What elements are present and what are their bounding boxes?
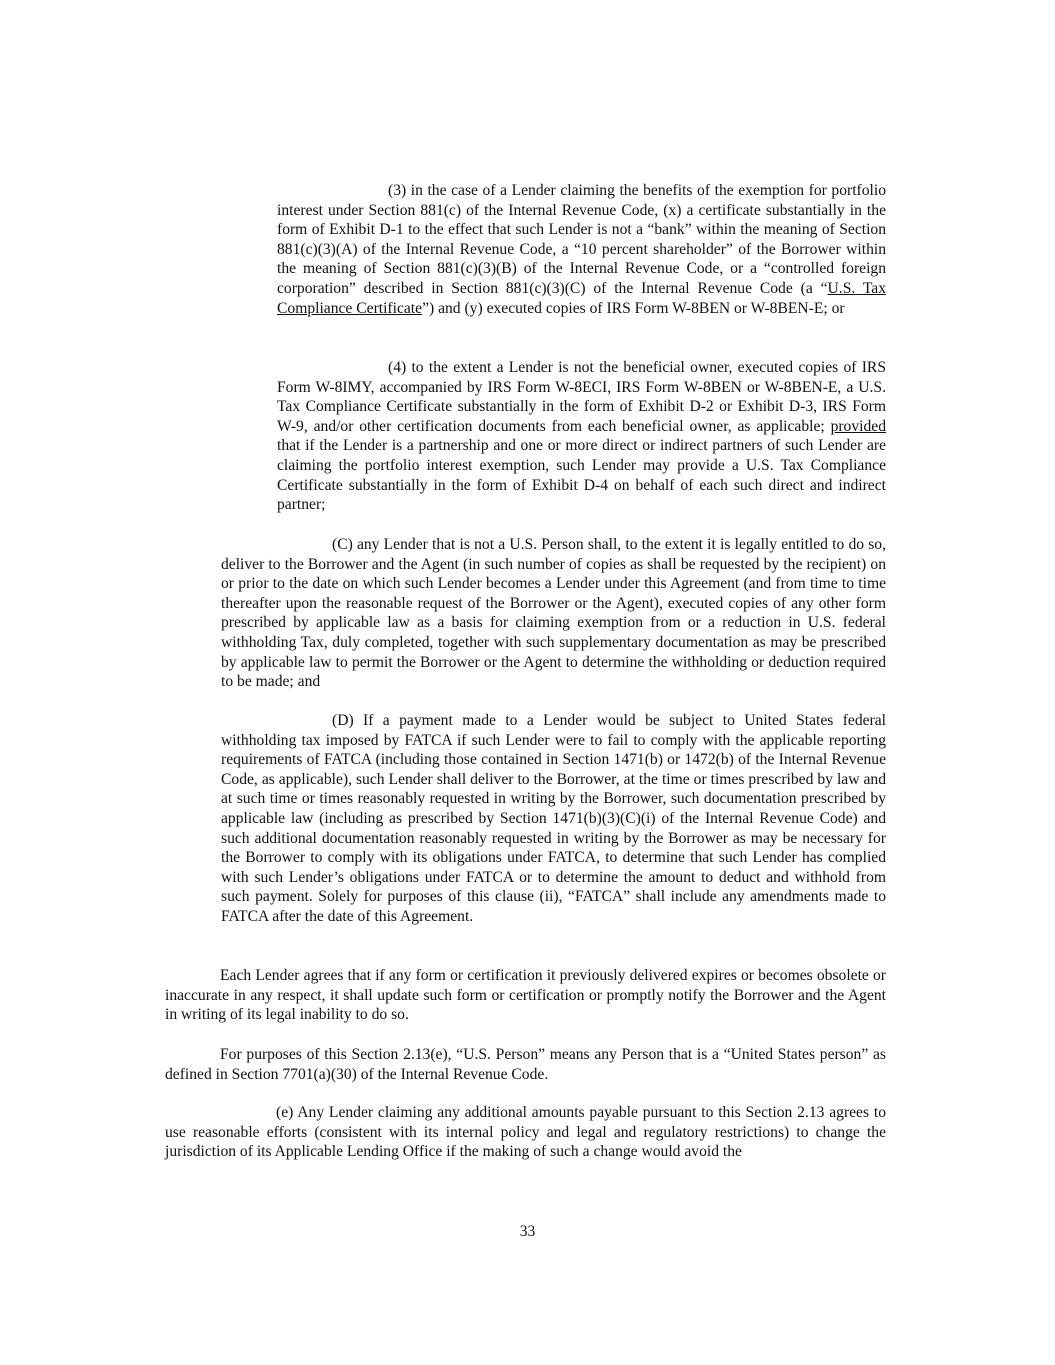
defined-term-underlined: provided [830, 417, 886, 435]
paragraph-text: For purposes of this Section 2.13(e), “U.S. Person” means any Person that is a “United States person” as defined in Section 7701(a)(30) of the Internal Revenue Code. [165, 1046, 886, 1083]
paragraph-lender-agrees [165, 966, 886, 1025]
paragraph-clause-d [221, 711, 886, 927]
paragraph-clause-4 [277, 358, 886, 515]
paragraph-text: Each Lender agrees that if any form or certification it previously delivered expires or becomes obsolete or inaccurate in any respect, it shall update such form or certification or promptly notify the Borrower and the Agent in writing of its legal inability to do so. [165, 967, 886, 1024]
paragraph-us-person-definition [165, 1045, 886, 1084]
paragraph-clause-3 [277, 181, 886, 318]
paragraph-text: ”) and (y) executed copies of IRS Form W-8BEN or W-8BEN-E; or [422, 299, 845, 317]
paragraph-text: that if the Lender is a partnership and one or more direct or indirect partners of such Lender are claiming the portfolio interest exemption, such Lender may provide a U.S. Tax Compliance Certificate substantially in the form of Exhibit D-4 on behalf of each such direct and indirect partner; [277, 437, 886, 514]
paragraph-clause-c [221, 535, 886, 692]
paragraph-text: (3) in the case of a Lender claiming the benefits of the exemption for portfolio interest under Section 881(c) of the Internal Revenue Code, (x) a certificate substantially in the form of Exhibit D-1 to the effect that such Lender is not a “bank” within the meaning of Section 881(c)(3)(A) of the Internal Revenue Code, a “10 percent shareholder” of the Borrower within the meaning of Section 881(c)(3)(B) of the Internal Revenue Code, or a “controlled foreign corporation” described in Section 881(c)(3)(C) of the Internal Revenue Code (a “ [277, 182, 886, 297]
paragraph-clause-e [165, 1103, 886, 1162]
page-number: 33 [519, 1223, 536, 1240]
paragraph-text: (D) If a payment made to a Lender would be subject to United States federal withholding tax imposed by FATCA if such Lender were to fail to comply with the applicable reporting requirements of FATCA (including those contained in Section 1471(b) or 1472(b) of the Internal Revenue Code, as applicable), such Lender shall deliver to the Borrower, at the time or times prescribed by law and at such time or times reasonably requested in writing by the Borrower, such documentation prescribed by applicable law (including as prescribed by Section 1471(b)(3)(C)(i) of the Internal Revenue Code) and such additional documentation reasonably requested in writing by the Borrower as may be necessary for the Borrower to comply with its obligations under FATCA, to determine that such Lender has complied with such Lender’s obligations under FATCA or to determine the amount to deduct and withhold from such payment. Solely for purposes of this clause (ii), “FATCA” shall include any amendments made to FATCA after the date of this Agreement. [221, 712, 886, 925]
paragraph-text: (4) to the extent a Lender is not the beneficial owner, executed copies of IRS Form W-8IMY, accompanied by IRS Form W-8ECI, IRS Form W-8BEN or W-8BEN-E, a U.S. Tax Compliance Certificate substantially in the form of Exhibit D-2 or Exhibit D-3, IRS Form W-9, and/or other certification documents from each beneficial owner, as applicable; [277, 359, 886, 435]
paragraph-text: (C) any Lender that is not a U.S. Person shall, to the extent it is legally entitled to do so, deliver to the Borrower and the Agent (in such number of copies as shall be requested by the recipient) on or prior to the date on which such Lender becomes a Lender under this Agreement (and from time to time thereafter upon the reasonable request of the Borrower or the Agent), executed copies of any other form prescribed by applicable law as a basis for claiming exemption from or a reduction in U.S. federal withholding Tax, duly completed, together with such supplementary documentation as may be prescribed by applicable law to permit the Borrower or the Agent to determine the withholding or deduction required to be made; and [221, 536, 886, 691]
defined-term-underlined: U.S. Tax Compliance Certificate [277, 279, 886, 317]
paragraph-text: (e) Any Lender claiming any additional amounts payable pursuant to this Section 2.13 agrees to use reasonable efforts (consistent with its internal policy and legal and regulatory restrictions) to change the jurisdiction of its Applicable Lending Office if the making of such a change would avoid the [165, 1104, 886, 1161]
